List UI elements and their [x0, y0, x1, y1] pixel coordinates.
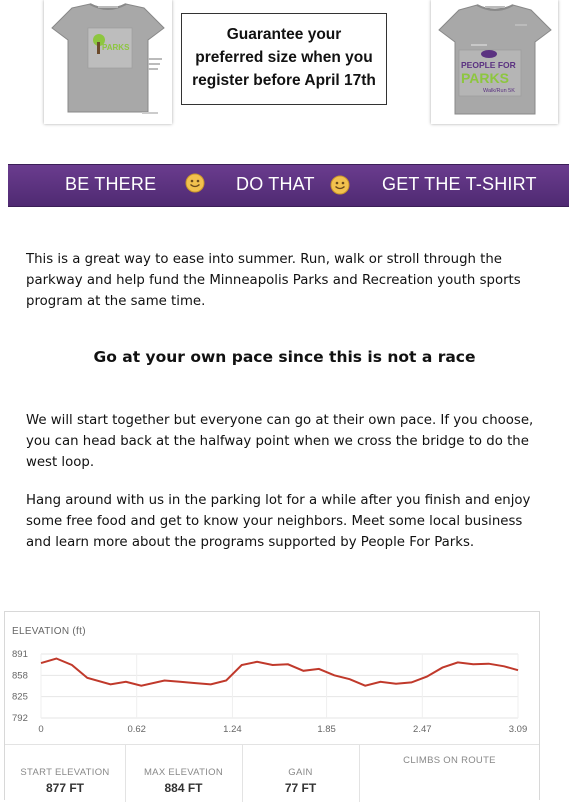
- shirt-left-logo: PARKS: [102, 43, 130, 52]
- elevation-profile: [4, 611, 540, 800]
- gain-value: 77 FT: [284, 781, 317, 795]
- y-tick-label: 792: [12, 713, 28, 724]
- y-tick-label: 858: [12, 670, 28, 682]
- intro-paragraph: This is a great way to ease into summer. Run, walk or stroll through the parkway and help fund the Minneapolis Parks and Recreation youth sports program at the same time.: [26, 252, 521, 309]
- gain-stat: [242, 745, 360, 802]
- x-tick-label: 0: [38, 724, 44, 735]
- banner-be-there: BE THERE: [65, 174, 157, 194]
- x-tick-label: 2.47: [413, 724, 432, 735]
- callout-line-2: preferred size when you: [195, 49, 373, 66]
- banner-get-shirt: GET THE T-SHIRT: [382, 174, 537, 194]
- y-tick-label: 825: [12, 691, 28, 703]
- shirt-right-line2: PARKS: [461, 70, 509, 86]
- gain-label: GAIN: [288, 767, 313, 778]
- pace-paragraph: We will start together but everyone can go at their own pace. If you choose, you can head back at the halfway point when we cross the bridge to do the west loop.: [26, 413, 534, 470]
- x-tick-label: 3.09: [508, 724, 528, 735]
- x-tick-label: 1.85: [317, 724, 336, 735]
- smiley-icon: [330, 175, 350, 200]
- callout-line-1: Guarantee your: [226, 26, 342, 43]
- shirt-right-line3: Walk/Run 5K: [483, 88, 515, 94]
- shirt-right-line1: PEOPLE FOR: [461, 60, 516, 70]
- x-tick-label: 0.62: [127, 724, 146, 735]
- callout-line-3: register before April 17th: [192, 72, 376, 89]
- elevation-chart: [5, 612, 539, 744]
- size-guarantee-callout: [181, 13, 387, 105]
- max-elevation-label: MAX ELEVATION: [143, 767, 224, 778]
- max-elevation-stat: [125, 745, 243, 802]
- start-elevation-value: 877 FT: [45, 781, 84, 795]
- elevation-stats: [5, 744, 539, 802]
- start-elevation-stat: [5, 745, 126, 802]
- max-elevation-value: 884 FT: [164, 781, 203, 795]
- climbs-on-route-label: CLIMBS ON ROUTE: [403, 755, 496, 766]
- start-elevation-label: START ELEVATION: [20, 767, 110, 778]
- shirt-front-image: [44, 0, 172, 124]
- chart-title: ELEVATION (ft): [12, 626, 86, 637]
- x-tick-label: 1.24: [223, 724, 242, 735]
- shirt-back-image: [431, 0, 558, 124]
- elevation-line: [41, 659, 518, 686]
- smiley-icon: [185, 173, 205, 198]
- y-tick-label: 891: [12, 649, 28, 660]
- slogan-banner: [8, 164, 569, 207]
- banner-do-that: DO THAT: [236, 174, 315, 194]
- pace-heading: Go at your own pace since this is not a race: [93, 348, 476, 366]
- hangout-paragraph: Hang around with us in the parking lot for a while after you finish and enjoy some free food and get to know your neighbors. Meet some local business and learn more about the programs supported by People For Parks.: [26, 493, 531, 550]
